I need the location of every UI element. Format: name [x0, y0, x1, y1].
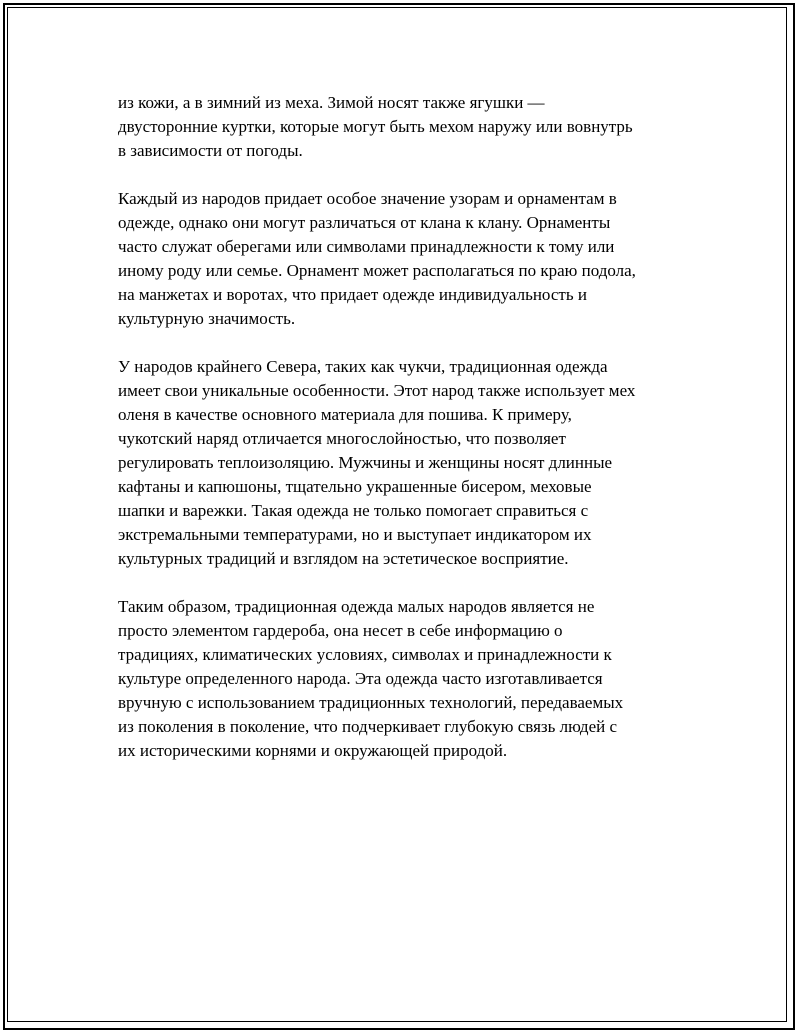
text-line: традициях, климатических условиях, символах и принадлежности к: [118, 645, 612, 664]
text-line: шапки и варежки. Такая одежда не только помогает справиться с: [118, 501, 589, 520]
text-line: в зависимости от погоды.: [118, 141, 303, 160]
text-line: У народов крайнего Севера, таких как чукчи, традиционная одежда: [118, 357, 608, 376]
paragraph-conclusion: [118, 595, 688, 763]
text-line: иному роду или семье. Орнамент может располагаться по краю подола,: [118, 261, 636, 280]
text-line: вручную с использованием традиционных технологий, передаваемых: [118, 693, 624, 712]
text-line: чукотский наряд отличается многослойностью, что позволяет: [118, 429, 566, 448]
text-line: из кожи, а в зимний из меха. Зимой носят также ягушки —: [118, 93, 545, 112]
paragraph-chukchi-clothing: [118, 355, 688, 571]
text-line: двусторонние куртки, которые могут быть мехом наружу или вовнутрь: [118, 117, 633, 136]
document-body: [118, 91, 688, 787]
text-line: регулировать теплоизоляцию. Мужчины и женщины носят длинные: [118, 453, 613, 472]
text-line: культуре определенного народа. Эта одежда часто изготавливается: [118, 669, 603, 688]
text-line: часто служат оберегами или символами принадлежности к тому или: [118, 237, 615, 256]
text-line: культурных традиций и взглядом на эстетическое восприятие.: [118, 549, 569, 568]
text-line: Каждый из народов придает особое значение узорам и орнаментам в: [118, 189, 617, 208]
text-line: одежде, однако они могут различаться от клана к клану. Орнаменты: [118, 213, 611, 232]
text-line: культурную значимость.: [118, 309, 296, 328]
text-line: Таким образом, традиционная одежда малых народов является не: [118, 597, 595, 616]
text-line: кафтаны и капюшоны, тщательно украшенные бисером, меховые: [118, 477, 592, 496]
text-line: оленя в качестве основного материала для пошива. К примеру,: [118, 405, 572, 424]
text-line: из поколения в поколение, что подчеркивает глубокую связь людей с: [118, 717, 618, 736]
text-line: их историческими корнями и окружающей природой.: [118, 741, 508, 760]
text-line: просто элементом гардероба, она несет в себе информацию о: [118, 621, 563, 640]
text-line: имеет свои уникальные особенности. Этот народ также использует мех: [118, 381, 636, 400]
text-line: на манжетах и воротах, что придает одежде индивидуальность и: [118, 285, 587, 304]
text-line: экстремальными температурами, но и выступает индикатором их: [118, 525, 592, 544]
paragraph-clothing-materials: [118, 91, 688, 163]
paragraph-ornaments: [118, 187, 688, 331]
